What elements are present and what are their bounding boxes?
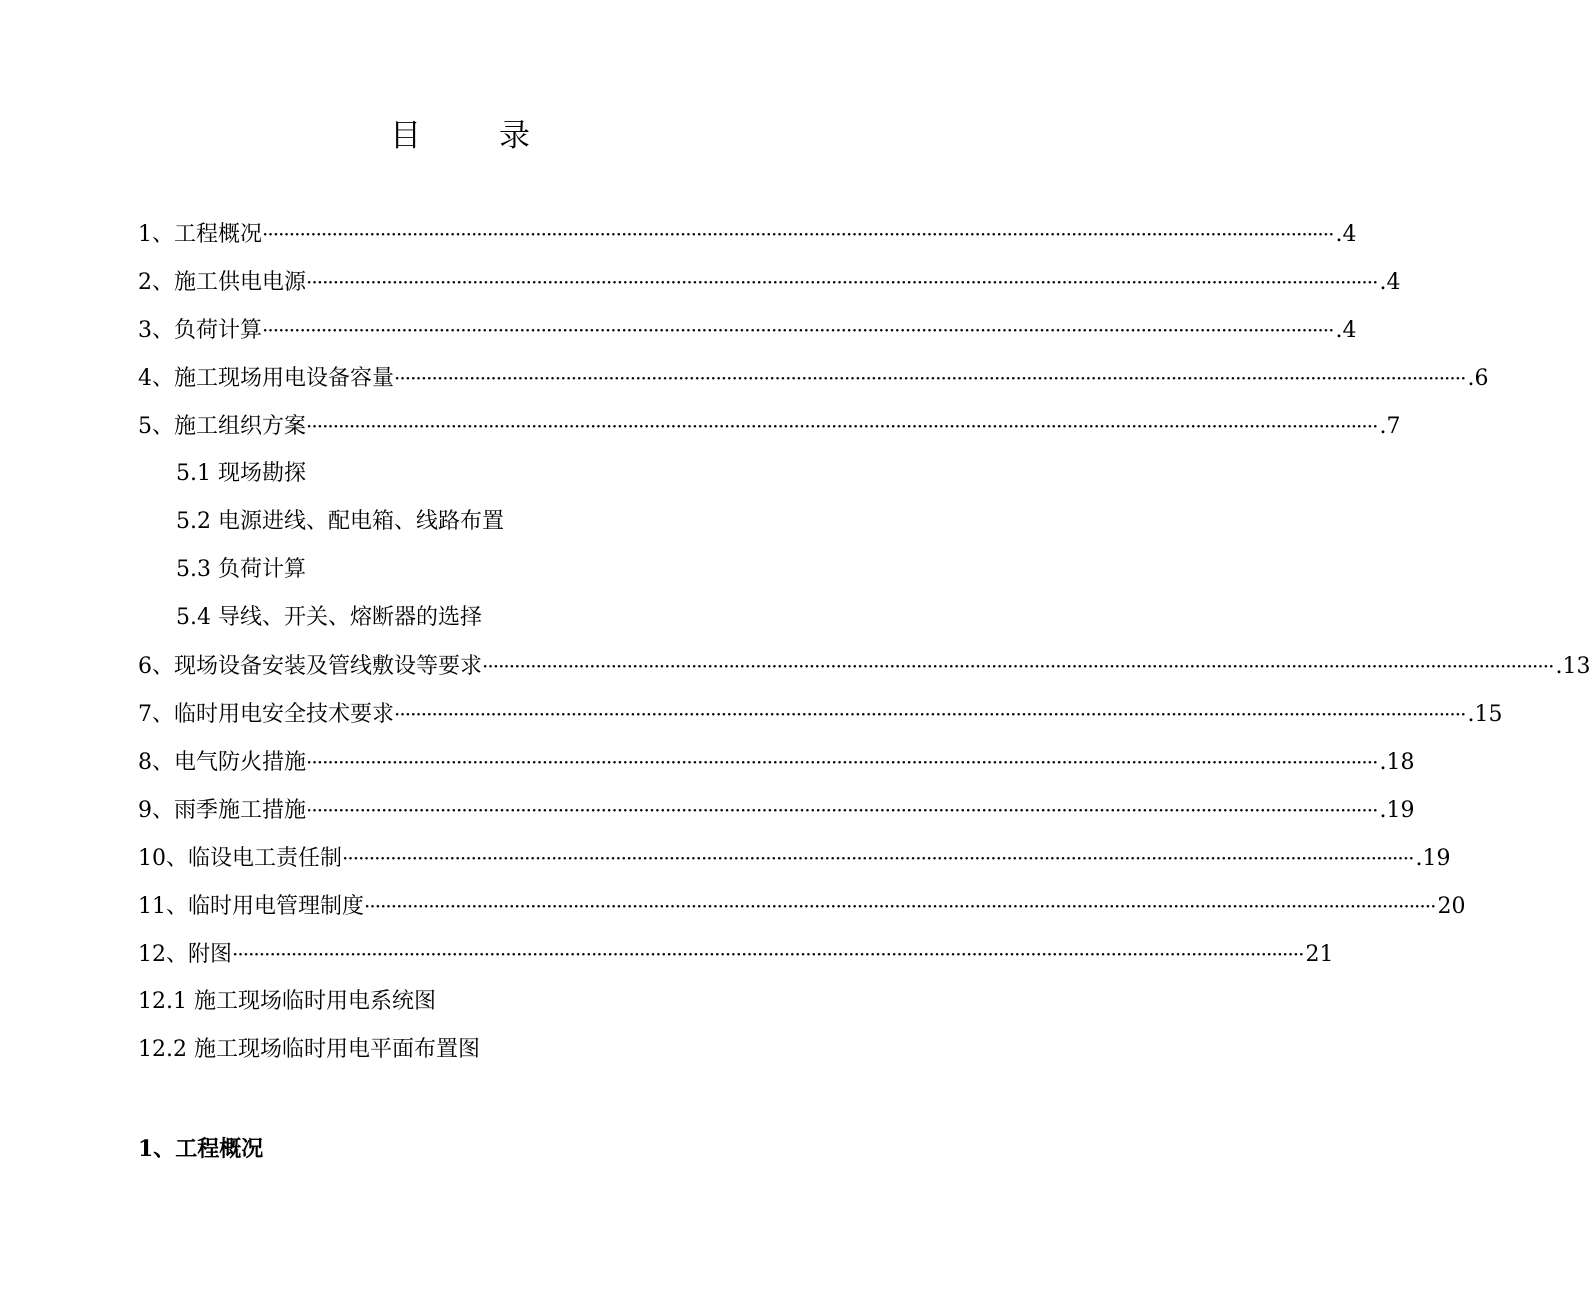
toc-entry-text: 12.1 施工现场临时用电系统图 xyxy=(138,989,436,1014)
toc-entry-text: 8、电气防火措施 xyxy=(138,739,306,787)
toc-entry-text: 5.1 现场勘探 xyxy=(176,461,306,486)
toc-entry-text: 5、施工组织方案 xyxy=(138,403,306,451)
toc-leader-dots: ········································································································································································································ xyxy=(262,318,1334,342)
toc-entry-page: 20 xyxy=(1437,894,1466,919)
toc-entry[interactable] xyxy=(138,978,708,1026)
toc-entry-page: .6 xyxy=(1467,366,1489,391)
toc-entry[interactable] xyxy=(138,738,1415,786)
toc-entry-text: 7、临时用电安全技术要求 xyxy=(138,691,394,739)
title-char-1: 目 xyxy=(390,118,421,154)
toc-leader-dots: ········································································································································································································ xyxy=(262,222,1334,246)
toc-entry[interactable] xyxy=(138,210,1357,258)
toc-entry-page: .4 xyxy=(1335,222,1357,247)
toc-entry[interactable] xyxy=(138,402,1401,450)
toc-entry-text: 12.2 施工现场临时用电平面布置图 xyxy=(138,1037,480,1062)
toc-subentry[interactable] xyxy=(138,546,708,594)
toc-subentry[interactable] xyxy=(138,594,708,642)
toc-entry-text: 9、雨季施工措施 xyxy=(138,787,306,835)
toc-entry-page: .19 xyxy=(1379,798,1415,823)
section-heading: 1、工程概况 xyxy=(138,1136,264,1162)
toc-leader-dots: ········································································································································································································ xyxy=(364,894,1436,918)
page-title xyxy=(0,112,920,160)
toc-leader-dots: ········································································································································································································ xyxy=(306,798,1378,822)
toc-leader-dots: ········································································································································································································ xyxy=(394,702,1466,726)
toc-entry-text: 5.3 负荷计算 xyxy=(176,557,306,582)
toc-entry[interactable] xyxy=(138,882,1466,930)
toc-entry-text: 2、施工供电电源 xyxy=(138,259,306,307)
toc-entry-text: 12、附图 xyxy=(138,931,232,979)
toc-entry-text: 11、临时用电管理制度 xyxy=(138,883,364,931)
toc-entry[interactable] xyxy=(138,258,1401,306)
toc-leader-dots: ········································································································································································································ xyxy=(306,414,1378,438)
toc-leader-dots: ········································································································································································································ xyxy=(232,942,1304,966)
toc-entry-text: 5.2 电源进线、配电箱、线路布置 xyxy=(176,509,504,534)
toc-leader-dots: ········································································································································································································ xyxy=(482,654,1554,678)
toc-entry-text: 5.4 导线、开关、熔断器的选择 xyxy=(176,605,482,630)
toc-subentry[interactable] xyxy=(138,450,708,498)
toc-entry[interactable] xyxy=(138,930,1334,978)
title-char-2: 录 xyxy=(499,118,530,154)
toc-entry-page: 21 xyxy=(1305,942,1334,967)
toc-leader-dots: ········································································································································································································ xyxy=(306,750,1378,774)
toc-entry-text: 3、负荷计算 xyxy=(138,307,262,355)
toc-leader-dots: ········································································································································································································ xyxy=(306,270,1378,294)
toc-entry-text: 10、临设电工责任制 xyxy=(138,835,342,883)
toc-entry-page: .13 xyxy=(1555,654,1590,679)
toc-entry-page: .4 xyxy=(1379,270,1401,295)
toc-entry[interactable] xyxy=(138,306,1357,354)
toc-leader-dots: ········································································································································································································ xyxy=(394,366,1466,390)
toc-entry-page: .4 xyxy=(1335,318,1357,343)
toc-entry-text: 4、施工现场用电设备容量 xyxy=(138,355,394,403)
toc-subentry[interactable] xyxy=(138,498,708,546)
toc-entry-text: 1、工程概况 xyxy=(138,211,262,259)
toc-entry[interactable] xyxy=(138,354,1489,402)
toc-entry[interactable] xyxy=(138,786,1415,834)
table-of-contents xyxy=(138,210,1590,1074)
toc-leader-dots: ········································································································································································································ xyxy=(342,846,1414,870)
toc-entry-page: .15 xyxy=(1467,702,1503,727)
toc-entry[interactable] xyxy=(138,642,1590,690)
toc-entry-text: 6、现场设备安装及管线敷设等要求 xyxy=(138,643,482,691)
toc-entry-page: .19 xyxy=(1415,846,1451,871)
toc-entry[interactable] xyxy=(138,834,1451,882)
toc-entry[interactable] xyxy=(138,1026,708,1074)
toc-entry-page: .7 xyxy=(1379,414,1401,439)
toc-entry-page: .18 xyxy=(1379,750,1415,775)
toc-entry[interactable] xyxy=(138,690,1503,738)
